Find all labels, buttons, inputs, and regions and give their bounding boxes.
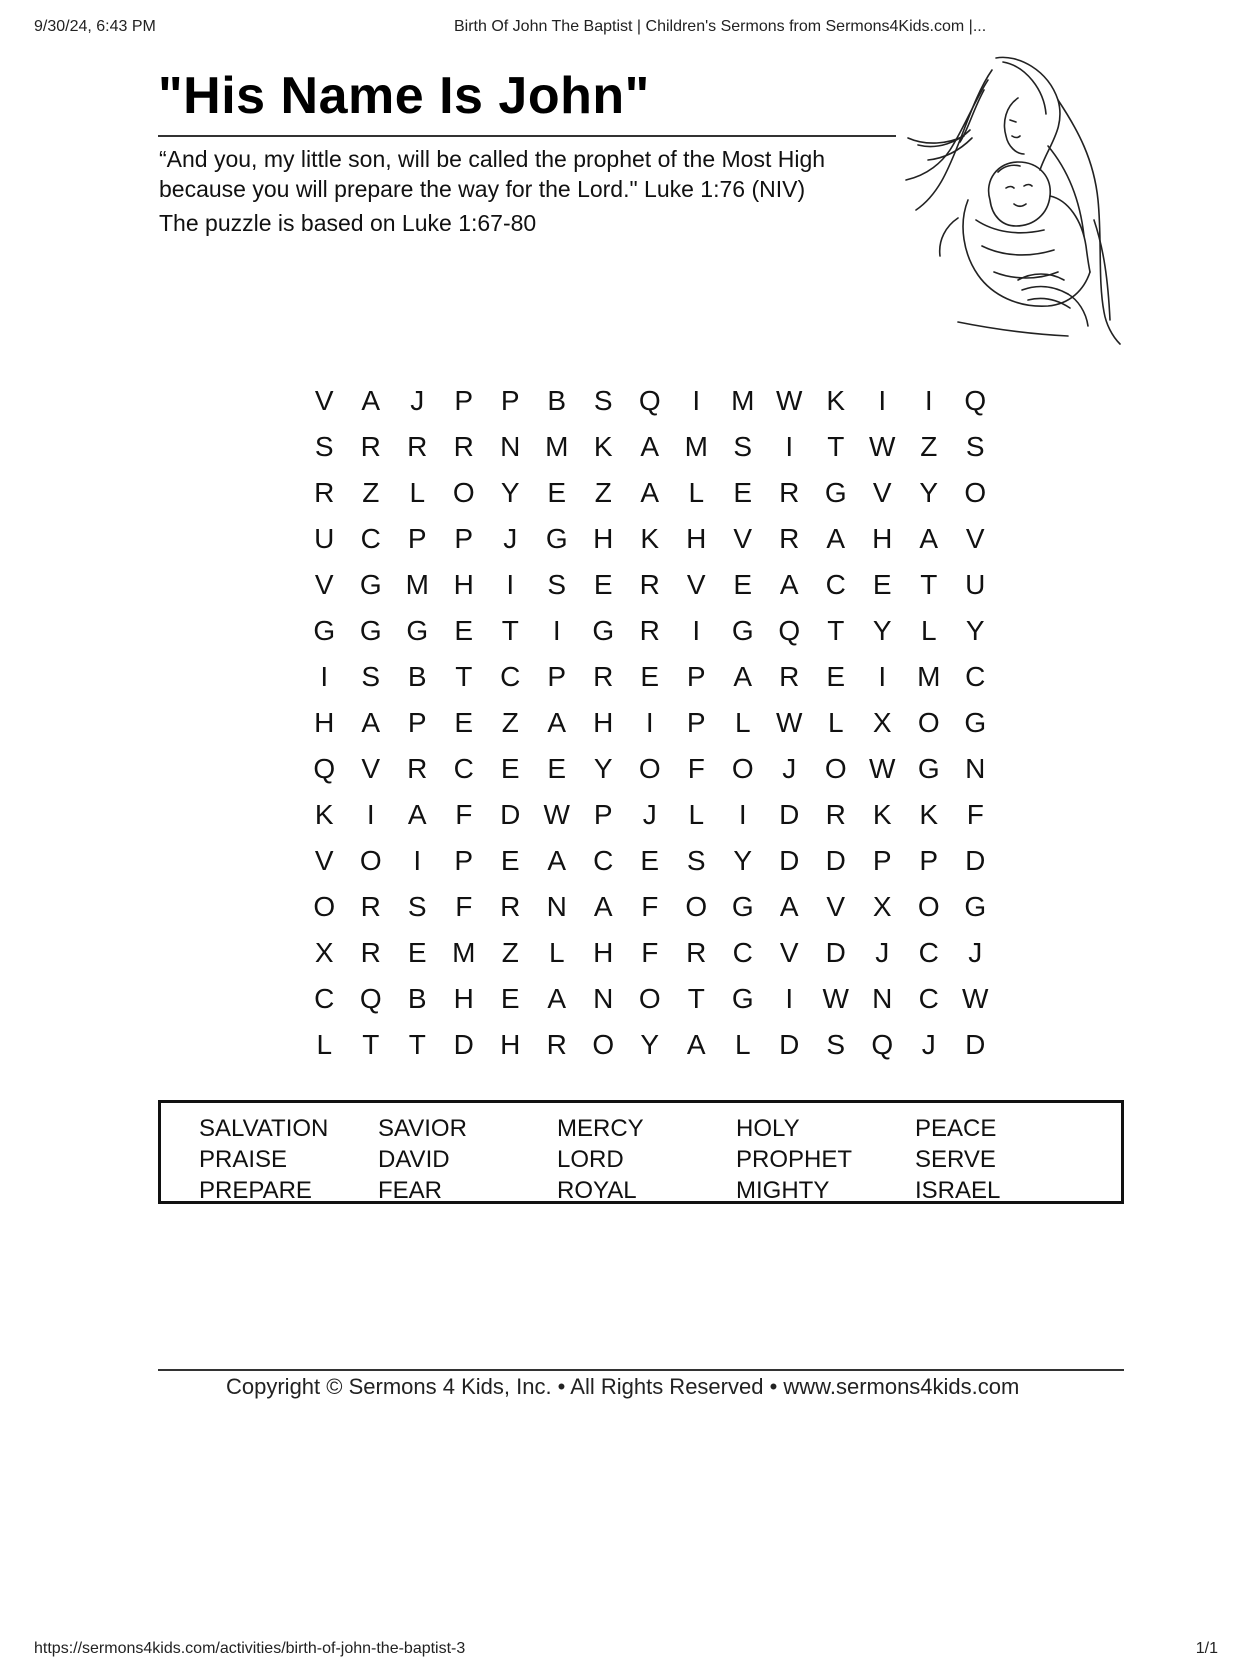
grid-letter: R: [825, 799, 846, 830]
grid-letter: H: [593, 707, 614, 738]
grid-letter: F: [455, 891, 473, 922]
word-bank-word: PROPHET: [736, 1146, 853, 1173]
grid-letter: A: [547, 707, 567, 738]
grid-letter: D: [779, 845, 800, 876]
grid-letter: B: [407, 983, 427, 1014]
grid-letter: O: [685, 891, 708, 922]
grid-letter: C: [453, 753, 474, 784]
grid-letter: I: [320, 661, 329, 692]
word-bank-word: ISRAEL: [915, 1177, 1001, 1204]
word-bank-word: SALVATION: [199, 1115, 329, 1142]
copyright-notice: Copyright © Sermons 4 Kids, Inc. • All Rights Reserved • www.sermons4kids.com: [226, 1374, 1020, 1399]
worksheet-title: "His Name Is John": [158, 67, 650, 125]
grid-letter: R: [779, 661, 800, 692]
grid-letter: Y: [733, 845, 753, 876]
grid-letter: L: [688, 799, 705, 830]
grid-letter: O: [592, 1029, 615, 1060]
grid-letter: B: [407, 661, 427, 692]
grid-letter: O: [313, 891, 336, 922]
grid-letter: W: [776, 385, 803, 416]
grid-letter: S: [733, 431, 753, 462]
grid-row: [301, 608, 999, 654]
grid-letter: R: [360, 431, 381, 462]
grid-letter: M: [545, 431, 569, 462]
grid-letter: P: [686, 707, 706, 738]
print-footer: [34, 1640, 1218, 1662]
grid-letter: V: [965, 523, 985, 554]
grid-letter: M: [731, 385, 755, 416]
grid-letter: O: [638, 753, 661, 784]
grid-letter: G: [964, 891, 987, 922]
grid-letter: P: [454, 523, 474, 554]
grid-letter: J: [875, 937, 890, 968]
print-url: https://sermons4kids.com/activities/birth-of-john-the-baptist-3: [34, 1640, 466, 1657]
grid-letter: H: [593, 523, 614, 554]
title-divider: [158, 135, 896, 137]
grid-letter: R: [686, 937, 707, 968]
grid-letter: O: [359, 845, 382, 876]
word-bank-word: HOLY: [736, 1115, 800, 1142]
grid-letter: V: [872, 477, 892, 508]
grid-letter: V: [361, 753, 381, 784]
grid-letter: E: [640, 845, 660, 876]
grid-letter: A: [640, 477, 660, 508]
grid-letter: D: [779, 1029, 800, 1060]
grid-row: [301, 470, 999, 516]
grid-letter: W: [869, 753, 896, 784]
grid-letter: G: [824, 477, 847, 508]
grid-letter: Q: [964, 385, 987, 416]
grid-letter: P: [407, 523, 427, 554]
verse-line-2: because you will prepare the way for the Lord." Luke 1:76 (NIV): [159, 176, 806, 202]
grid-letter: E: [593, 569, 613, 600]
grid-letter: W: [869, 431, 896, 462]
grid-letter: P: [872, 845, 892, 876]
grid-letter: Q: [871, 1029, 894, 1060]
grid-letter: F: [966, 799, 984, 830]
grid-letter: K: [640, 523, 660, 554]
grid-letter: S: [547, 569, 567, 600]
grid-letter: C: [500, 661, 521, 692]
grid-letter: P: [454, 845, 474, 876]
grid-letter: F: [687, 753, 705, 784]
grid-letter: R: [314, 477, 335, 508]
grid-letter: I: [785, 983, 794, 1014]
grid-letter: N: [500, 431, 521, 462]
grid-letter: Y: [919, 477, 939, 508]
print-page-title: Birth Of John The Baptist | Children's Sermons from Sermons4Kids.com |...: [454, 18, 987, 35]
grid-letter: T: [687, 983, 705, 1014]
grid-letter: C: [825, 569, 846, 600]
grid-row: [301, 378, 999, 424]
grid-letter: O: [964, 477, 987, 508]
grid-row: [301, 562, 999, 608]
grid-letter: X: [872, 891, 892, 922]
grid-letter: K: [919, 799, 939, 830]
grid-letter: F: [641, 937, 659, 968]
grid-letter: G: [406, 615, 429, 646]
grid-letter: E: [872, 569, 892, 600]
grid-letter: H: [453, 983, 474, 1014]
grid-letter: E: [733, 477, 753, 508]
grid-letter: S: [686, 845, 706, 876]
grid-letter: P: [500, 385, 520, 416]
grid-letter: R: [546, 1029, 567, 1060]
grid-letter: I: [738, 799, 747, 830]
grid-letter: W: [822, 983, 849, 1014]
word-bank-word: LORD: [557, 1146, 624, 1173]
grid-letter: G: [313, 615, 336, 646]
grid-letter: A: [547, 983, 567, 1014]
grid-letter: G: [917, 753, 940, 784]
word-bank-word: FEAR: [378, 1177, 443, 1204]
grid-letter: E: [454, 615, 474, 646]
print-date: 9/30/24, 6:43 PM: [34, 18, 156, 35]
grid-letter: P: [593, 799, 613, 830]
grid-letter: L: [548, 937, 565, 968]
verse-line-1: “And you, my little son, will be called the prophet of the Most High: [159, 146, 826, 172]
grid-letter: P: [454, 385, 474, 416]
grid-letter: K: [314, 799, 334, 830]
word-bank-column: [557, 1113, 644, 1206]
grid-letter: S: [407, 891, 427, 922]
grid-letter: H: [686, 523, 707, 554]
grid-letter: K: [872, 799, 892, 830]
grid-letter: I: [645, 707, 654, 738]
grid-letter: R: [407, 753, 428, 784]
grid-letter: A: [547, 845, 567, 876]
grid-letter: V: [826, 891, 846, 922]
grid-letter: R: [779, 523, 800, 554]
grid-letter: K: [593, 431, 613, 462]
grid-letter: O: [731, 753, 754, 784]
grid-letter: D: [965, 1029, 986, 1060]
grid-letter: U: [965, 569, 986, 600]
word-bank-word: PRAISE: [199, 1146, 288, 1173]
grid-letter: M: [405, 569, 429, 600]
grid-letter: P: [407, 707, 427, 738]
grid-letter: V: [314, 845, 334, 876]
grid-letter: A: [640, 431, 660, 462]
grid-letter: E: [640, 661, 660, 692]
grid-letter: D: [825, 937, 846, 968]
print-page-count: 1/1: [1195, 1640, 1218, 1657]
grid-letter: Y: [872, 615, 892, 646]
grid-letter: G: [731, 615, 754, 646]
grid-letter: F: [641, 891, 659, 922]
grid-letter: L: [920, 615, 937, 646]
grid-letter: D: [965, 845, 986, 876]
grid-row: [301, 792, 999, 838]
grid-letter: C: [918, 983, 939, 1014]
grid-letter: T: [455, 661, 473, 692]
grid-letter: D: [825, 845, 846, 876]
grid-letter: O: [638, 983, 661, 1014]
grid-letter: R: [360, 891, 381, 922]
grid-letter: C: [918, 937, 939, 968]
grid-row: [301, 424, 999, 470]
grid-letter: I: [692, 615, 701, 646]
grid-letter: O: [824, 753, 847, 784]
word-bank-word: MERCY: [557, 1115, 644, 1142]
grid-row: [301, 700, 999, 746]
grid-letter: E: [500, 845, 520, 876]
grid-letter: O: [452, 477, 475, 508]
grid-letter: O: [917, 891, 940, 922]
grid-letter: A: [593, 891, 613, 922]
grid-letter: Q: [638, 385, 661, 416]
print-header: [34, 18, 1218, 42]
grid-letter: R: [593, 661, 614, 692]
footer-divider: [158, 1369, 1124, 1371]
grid-letter: X: [314, 937, 334, 968]
grid-letter: T: [827, 615, 845, 646]
grid-letter: I: [413, 845, 422, 876]
grid-letter: S: [593, 385, 613, 416]
grid-letter: Z: [920, 431, 938, 462]
grid-letter: P: [686, 661, 706, 692]
grid-letter: E: [826, 661, 846, 692]
grid-letter: H: [593, 937, 614, 968]
grid-letter: Q: [359, 983, 382, 1014]
grid-letter: C: [360, 523, 381, 554]
grid-letter: W: [776, 707, 803, 738]
grid-letter: E: [407, 937, 427, 968]
grid-letter: I: [366, 799, 375, 830]
grid-letter: Q: [313, 753, 336, 784]
grid-letter: G: [731, 891, 754, 922]
grid-letter: R: [639, 569, 660, 600]
grid-letter: J: [503, 523, 518, 554]
grid-row: [301, 516, 999, 562]
grid-letter: E: [500, 983, 520, 1014]
grid-letter: N: [965, 753, 986, 784]
grid-letter: J: [642, 799, 657, 830]
word-bank: [158, 1100, 1124, 1204]
grid-letter: L: [734, 1029, 751, 1060]
grid-letter: V: [779, 937, 799, 968]
grid-row: [301, 884, 999, 930]
grid-letter: A: [733, 661, 753, 692]
grid-letter: C: [593, 845, 614, 876]
grid-letter: Y: [593, 753, 613, 784]
grid-row: [301, 654, 999, 700]
puzzle-basis-note: The puzzle is based on Luke 1:67-80: [159, 210, 537, 236]
word-bank-word: MIGHTY: [736, 1177, 830, 1204]
grid-letter: G: [964, 707, 987, 738]
grid-letter: L: [827, 707, 844, 738]
grid-letter: P: [919, 845, 939, 876]
grid-row: [301, 1022, 999, 1068]
grid-letter: S: [826, 1029, 846, 1060]
grid-letter: O: [917, 707, 940, 738]
mother-holding-baby-illustration: [898, 50, 1130, 350]
word-bank-word: PEACE: [915, 1115, 997, 1142]
grid-letter: A: [779, 569, 799, 600]
word-bank-word: ROYAL: [557, 1177, 637, 1204]
grid-letter: I: [785, 431, 794, 462]
grid-letter: L: [688, 477, 705, 508]
grid-letter: Q: [778, 615, 801, 646]
word-search-grid: [301, 378, 999, 1068]
grid-letter: A: [361, 707, 381, 738]
grid-letter: A: [919, 523, 939, 554]
grid-letter: L: [734, 707, 751, 738]
grid-letter: I: [924, 385, 933, 416]
grid-letter: I: [878, 661, 887, 692]
grid-letter: T: [408, 1029, 426, 1060]
grid-letter: A: [686, 1029, 706, 1060]
grid-row: [301, 838, 999, 884]
grid-letter: I: [878, 385, 887, 416]
grid-letter: Z: [501, 937, 519, 968]
grid-letter: I: [692, 385, 701, 416]
word-bank-word: SERVE: [915, 1146, 996, 1173]
grid-letter: V: [686, 569, 706, 600]
grid-letter: Z: [594, 477, 612, 508]
grid-letter: J: [782, 753, 797, 784]
grid-letter: W: [543, 799, 570, 830]
grid-letter: C: [732, 937, 753, 968]
word-bank-word: PREPARE: [199, 1177, 312, 1204]
grid-letter: G: [359, 569, 382, 600]
grid-letter: Y: [640, 1029, 660, 1060]
grid-letter: R: [639, 615, 660, 646]
grid-letter: T: [920, 569, 938, 600]
grid-letter: J: [410, 385, 425, 416]
grid-letter: X: [872, 707, 892, 738]
grid-letter: Z: [501, 707, 519, 738]
grid-letter: M: [917, 661, 941, 692]
word-bank-column: [915, 1113, 1000, 1206]
grid-letter: F: [455, 799, 473, 830]
grid-letter: L: [316, 1029, 333, 1060]
grid-letter: H: [500, 1029, 521, 1060]
grid-letter: L: [409, 477, 426, 508]
grid-letter: N: [546, 891, 567, 922]
grid-letter: R: [360, 937, 381, 968]
grid-letter: D: [453, 1029, 474, 1060]
grid-row: [301, 976, 999, 1022]
word-bank-word: SAVIOR: [378, 1115, 467, 1142]
grid-letter: N: [593, 983, 614, 1014]
word-bank-column: [736, 1113, 852, 1206]
grid-letter: P: [547, 661, 567, 692]
grid-letter: D: [779, 799, 800, 830]
grid-letter: A: [826, 523, 846, 554]
grid-letter: R: [500, 891, 521, 922]
grid-letter: A: [779, 891, 799, 922]
grid-letter: R: [453, 431, 474, 462]
grid-letter: B: [547, 385, 567, 416]
grid-letter: A: [407, 799, 427, 830]
grid-row: [301, 930, 999, 976]
scripture-verse: [159, 144, 899, 204]
grid-letter: E: [547, 753, 567, 784]
word-bank-column: [378, 1113, 467, 1206]
word-bank-word: DAVID: [378, 1146, 450, 1173]
grid-letter: W: [962, 983, 989, 1014]
grid-letter: R: [779, 477, 800, 508]
grid-letter: M: [452, 937, 476, 968]
grid-letter: M: [684, 431, 708, 462]
grid-letter: K: [826, 385, 846, 416]
grid-letter: V: [314, 569, 334, 600]
grid-letter: C: [314, 983, 335, 1014]
grid-letter: D: [500, 799, 521, 830]
grid-letter: Y: [965, 615, 985, 646]
grid-letter: S: [314, 431, 334, 462]
grid-letter: S: [361, 661, 381, 692]
grid-letter: V: [314, 385, 334, 416]
grid-letter: S: [965, 431, 985, 462]
grid-letter: Z: [362, 477, 380, 508]
word-bank-column: [199, 1113, 328, 1206]
grid-letter: G: [545, 523, 568, 554]
grid-letter: G: [592, 615, 615, 646]
grid-letter: Y: [500, 477, 520, 508]
grid-letter: V: [733, 523, 753, 554]
grid-letter: I: [552, 615, 561, 646]
grid-letter: T: [827, 431, 845, 462]
grid-letter: H: [872, 523, 893, 554]
grid-letter: H: [314, 707, 335, 738]
grid-letter: J: [921, 1029, 936, 1060]
grid-row: [301, 746, 999, 792]
grid-letter: R: [407, 431, 428, 462]
grid-letter: U: [314, 523, 335, 554]
grid-letter: T: [362, 1029, 380, 1060]
grid-letter: N: [872, 983, 893, 1014]
grid-letter: E: [454, 707, 474, 738]
grid-letter: T: [501, 615, 519, 646]
grid-letter: E: [733, 569, 753, 600]
grid-letter: H: [453, 569, 474, 600]
grid-letter: C: [965, 661, 986, 692]
grid-letter: J: [968, 937, 983, 968]
grid-letter: G: [359, 615, 382, 646]
grid-letter: E: [547, 477, 567, 508]
grid-letter: E: [500, 753, 520, 784]
grid-letter: A: [361, 385, 381, 416]
grid-letter: G: [731, 983, 754, 1014]
grid-letter: I: [506, 569, 515, 600]
